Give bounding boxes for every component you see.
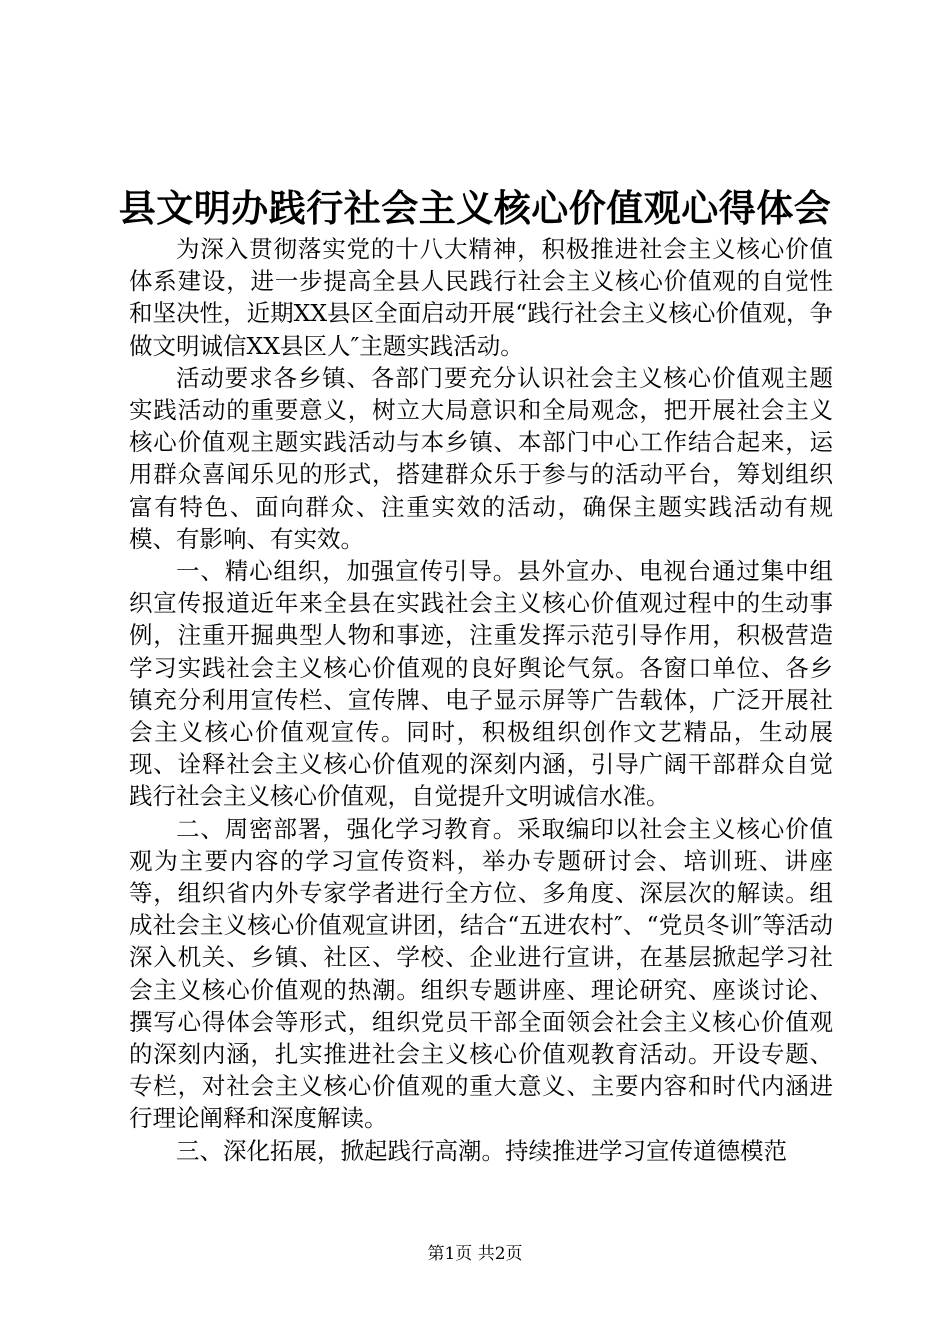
document-title: 县文明办践行社会主义核心价值观心得体会 [118, 186, 832, 230]
paragraph-section-three: 三、深化拓展，掀起践行高潮。持续推进学习宣传道德模范 [176, 1136, 787, 1165]
document-body [129, 233, 833, 1167]
page-footer: 第1页 共2页 [427, 1244, 523, 1264]
paragraph-intro: 为深入贯彻落实党的十八大精神，积极推进社会主义核心价值体系建设，进一步提高全县人民践行社会主义核心价值观的自觉性和坚决性，近期XX县区全面启动开展“践行社会主义核心价值观，争做文明诚信XX县区人″主题实践活动。 [129, 235, 833, 360]
paragraph-requirements: 活动要求各乡镇、各部门要充分认识社会主义核心价值观主题实践活动的重要意义，树立大局意识和全局观念，把开展社会主义核心价值观主题实践活动与本乡镇、本部门中心工作结合起来，运用群众喜闻乐见的形式，搭建群众乐于参与的活动平台，筹划组织富有特色、面向群众、注重实效的活动，确保主题实践活动有规模、有影响、有实效。 [129, 363, 833, 553]
paragraph-section-one: 一、精心组织，加强宣传引导。县外宣办、电视台通过集中组织宣传报道近年来全县在实践社会主义核心价值观过程中的生动事例，注重开掘典型人物和事迹，注重发挥示范引导作用，积极营造学习实践社会主义核心价值观的良好舆论气氛。各窗口单位、各乡镇充分利用宣传栏、宣传牌、电子显示屏等广告载体，广泛开展社会主义核心价值观宣传。同时，积极组织创作文艺精品，生动展现、诠释社会主义核心价值观的深刻内涵，引导广阔干部群众自觉践行社会主义核心价值观，自觉提升文明诚信水准。 [129, 557, 833, 811]
paragraph-section-two: 二、周密部署，强化学习教育。采取编印以社会主义核心价值观为主要内容的学习宣传资料，举办专题研讨会、培训班、讲座等，组织省内外专家学者进行全方位、多角度、深层次的解读。组成社会主义核心价值观宣讲团，结合“五进农村″、“党员冬训″等活动深入机关、乡镇、社区、学校、企业进行宣讲，在基层掀起学习社会主义核心价值观的热潮。组织专题讲座、理论研究、座谈讨论、撰写心得体会等形式，组织党员干部全面领会社会主义核心价值观的深刻内涵，扎实推进社会主义核心价值观教育活动。开设专题、专栏，对社会主义核心价值观的重大意义、主要内容和时代内涵进行理论阐释和深度解读。 [129, 814, 833, 1133]
